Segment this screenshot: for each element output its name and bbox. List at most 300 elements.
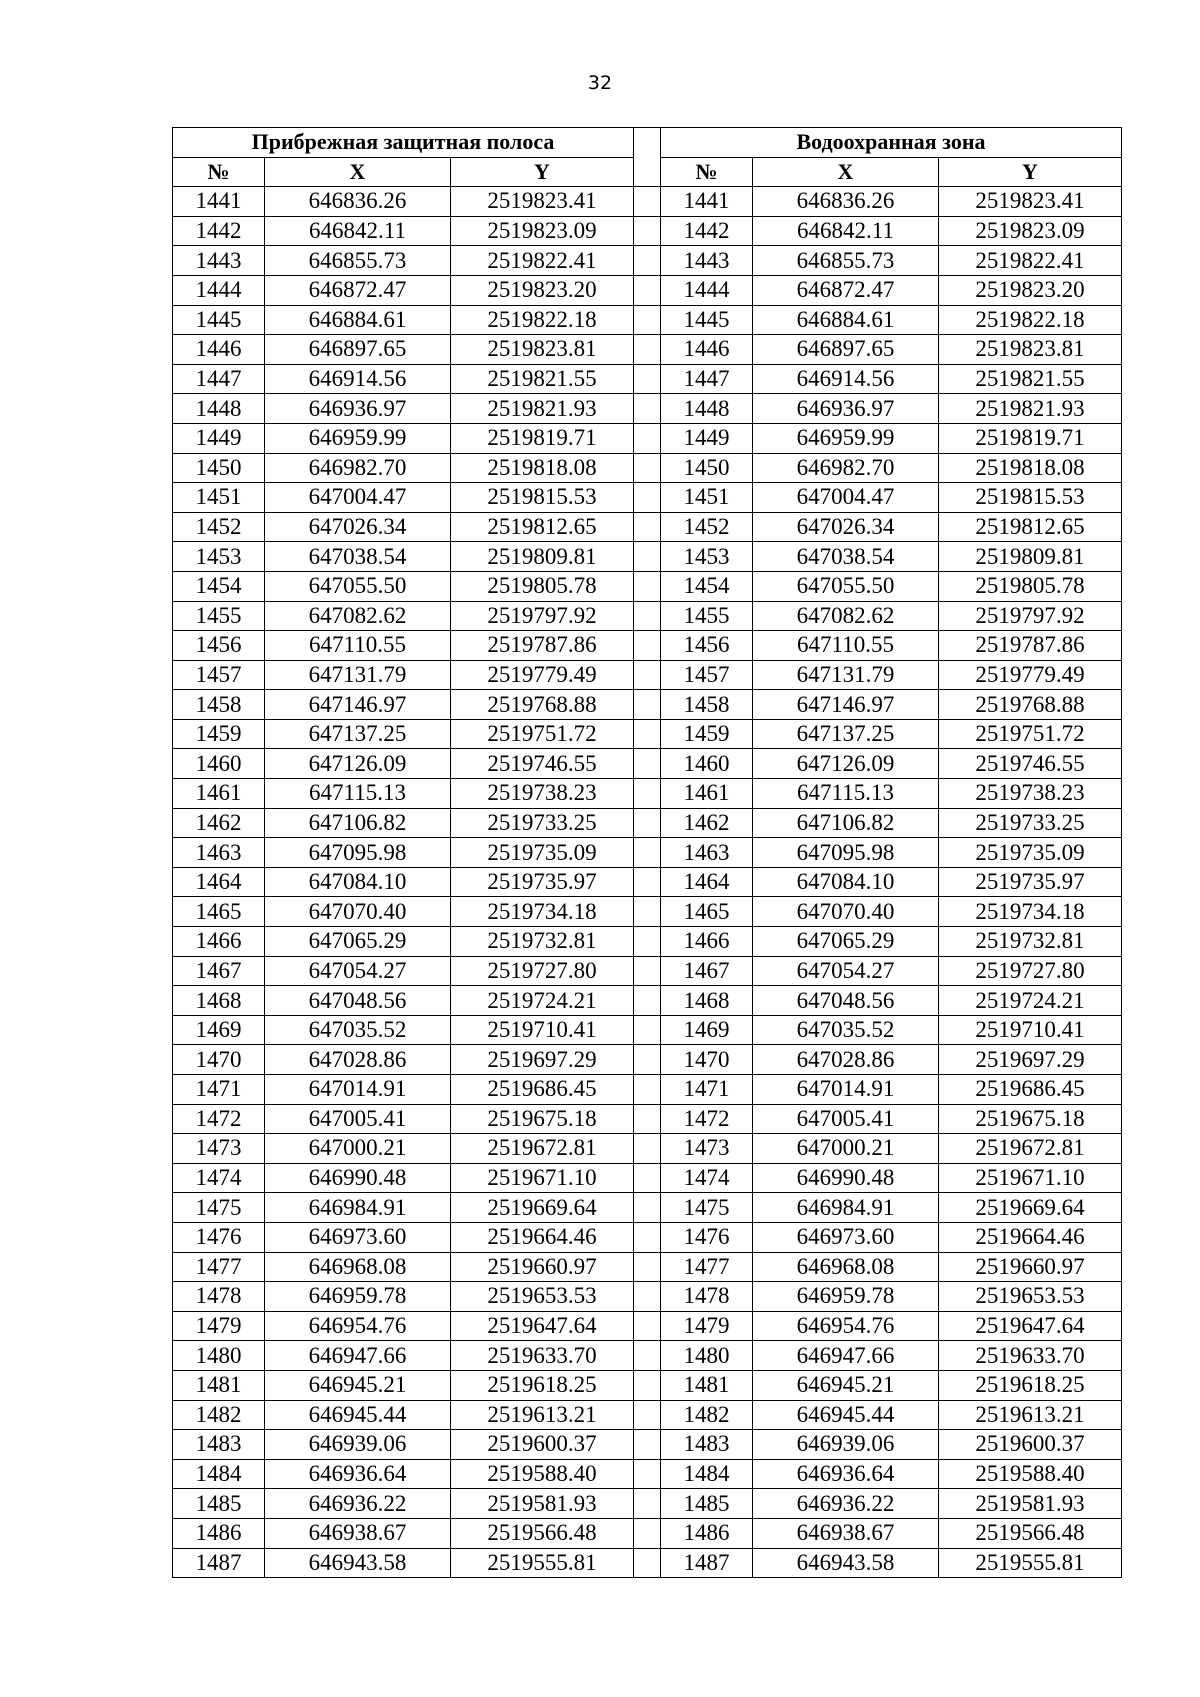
column-gap [634,1015,661,1045]
coord-x: 646984.91 [753,1193,939,1223]
coord-y: 2519732.81 [451,927,634,957]
coord-x: 646842.11 [265,216,451,246]
coord-y: 2519821.55 [939,364,1122,394]
point-number: 1460 [661,749,753,779]
point-number: 1463 [661,838,753,868]
coord-x: 647054.27 [265,956,451,986]
column-gap [634,1193,661,1223]
point-number: 1465 [661,897,753,927]
coord-x: 647000.21 [265,1134,451,1164]
coord-x: 646938.67 [265,1518,451,1548]
point-number: 1444 [661,275,753,305]
coord-y: 2519818.08 [939,453,1122,483]
coord-y: 2519735.09 [451,838,634,868]
point-number: 1462 [173,808,265,838]
coord-x: 647126.09 [265,749,451,779]
coord-x: 647137.25 [753,719,939,749]
coord-y: 2519732.81 [939,927,1122,957]
coord-x: 647038.54 [265,542,451,572]
column-gap [634,394,661,424]
coord-y: 2519581.93 [451,1489,634,1519]
coord-y: 2519555.81 [451,1548,634,1578]
coord-x: 646936.22 [265,1489,451,1519]
coord-y: 2519812.65 [939,512,1122,542]
table-row [173,423,1122,453]
coord-x: 646914.56 [265,364,451,394]
column-gap [634,779,661,809]
column-gap [634,690,661,720]
point-number: 1458 [661,690,753,720]
point-number: 1448 [173,394,265,424]
point-number: 1484 [173,1459,265,1489]
coord-y: 2519697.29 [939,1045,1122,1075]
coord-x: 647095.98 [753,838,939,868]
point-number: 1469 [173,1015,265,1045]
coord-x: 646945.44 [265,1400,451,1430]
column-gap [634,808,661,838]
coord-x: 647082.62 [265,601,451,631]
coord-x: 646959.78 [753,1282,939,1312]
point-number: 1445 [173,305,265,335]
coord-y: 2519618.25 [451,1370,634,1400]
point-number: 1452 [173,512,265,542]
coord-x: 646973.60 [265,1222,451,1252]
column-gap [634,1430,661,1460]
point-number: 1487 [173,1548,265,1578]
coord-y: 2519633.70 [939,1341,1122,1371]
column-gap [634,1045,661,1075]
point-number: 1482 [661,1400,753,1430]
point-number: 1484 [661,1459,753,1489]
coord-y: 2519664.46 [939,1222,1122,1252]
coord-y: 2519823.81 [939,335,1122,365]
coord-y: 2519809.81 [939,542,1122,572]
coord-y: 2519697.29 [451,1045,634,1075]
coord-x: 646914.56 [753,364,939,394]
point-number: 1449 [661,423,753,453]
coord-y: 2519823.81 [451,335,634,365]
coord-x: 646984.91 [265,1193,451,1223]
column-gap [634,1459,661,1489]
coord-x: 646973.60 [753,1222,939,1252]
table-row [173,660,1122,690]
coord-y: 2519787.86 [451,631,634,661]
column-gap [634,1400,661,1430]
point-number: 1455 [173,601,265,631]
point-number: 1465 [173,897,265,927]
coord-x: 647065.29 [753,927,939,957]
column-gap [634,601,661,631]
point-number: 1470 [173,1045,265,1075]
coord-y: 2519812.65 [451,512,634,542]
coord-x: 647146.97 [265,690,451,720]
coord-y: 2519581.93 [939,1489,1122,1519]
column-gap [634,571,661,601]
coord-x: 646945.21 [753,1370,939,1400]
table-row [173,1134,1122,1164]
coord-y: 2519733.25 [451,808,634,838]
point-number: 1464 [173,867,265,897]
coord-y: 2519710.41 [939,1015,1122,1045]
coord-x: 647137.25 [265,719,451,749]
point-number: 1443 [661,246,753,276]
point-number: 1458 [173,690,265,720]
coord-x: 646943.58 [753,1548,939,1578]
coord-y: 2519823.09 [939,216,1122,246]
table-row [173,1045,1122,1075]
coord-x: 647026.34 [265,512,451,542]
coord-y: 2519735.97 [939,867,1122,897]
point-number: 1478 [173,1282,265,1312]
point-number: 1455 [661,601,753,631]
coord-x: 646982.70 [265,453,451,483]
coord-x: 646936.64 [265,1459,451,1489]
table-row [173,1163,1122,1193]
coord-y: 2519779.49 [451,660,634,690]
point-number: 1452 [661,512,753,542]
coord-x: 646968.08 [265,1252,451,1282]
coord-x: 647095.98 [265,838,451,868]
coord-x: 647110.55 [753,631,939,661]
coord-x: 647146.97 [753,690,939,720]
point-number: 1483 [173,1430,265,1460]
table-row [173,808,1122,838]
coord-y: 2519613.21 [451,1400,634,1430]
column-gap [634,1163,661,1193]
table-row [173,719,1122,749]
coord-x: 646968.08 [753,1252,939,1282]
column-gap [634,1104,661,1134]
point-number: 1453 [661,542,753,572]
column-gap [634,1075,661,1105]
coord-x: 647038.54 [753,542,939,572]
point-number: 1487 [661,1548,753,1578]
coord-x: 646939.06 [265,1430,451,1460]
coord-y: 2519660.97 [939,1252,1122,1282]
right-section-title: Водоохранная зона [661,128,1122,158]
coord-x: 647028.86 [265,1045,451,1075]
column-gap [634,542,661,572]
table-row [173,394,1122,424]
coord-x: 647026.34 [753,512,939,542]
column-gap [634,128,661,187]
point-number: 1453 [173,542,265,572]
coord-y: 2519555.81 [939,1548,1122,1578]
coord-x: 646954.76 [265,1311,451,1341]
coord-x: 647084.10 [265,867,451,897]
coord-y: 2519672.81 [939,1134,1122,1164]
coord-y: 2519819.71 [451,423,634,453]
coord-y: 2519738.23 [939,779,1122,809]
column-gap [634,897,661,927]
coord-x: 647070.40 [753,897,939,927]
column-gap [634,838,661,868]
coord-x: 647054.27 [753,956,939,986]
coord-y: 2519671.10 [939,1163,1122,1193]
coord-x: 646855.73 [265,246,451,276]
table-row [173,364,1122,394]
coord-x: 647055.50 [265,571,451,601]
section-title-row [173,128,1122,158]
coord-y: 2519653.53 [939,1282,1122,1312]
table-row [173,749,1122,779]
coord-y: 2519669.64 [939,1193,1122,1223]
right-col-num-header: № [661,157,753,187]
column-gap [634,335,661,365]
point-number: 1459 [173,719,265,749]
coord-x: 647082.62 [753,601,939,631]
point-number: 1449 [173,423,265,453]
coord-x: 646855.73 [753,246,939,276]
column-gap [634,275,661,305]
point-number: 1472 [173,1104,265,1134]
coord-y: 2519735.09 [939,838,1122,868]
table-row [173,1311,1122,1341]
coord-y: 2519672.81 [451,1134,634,1164]
coord-y: 2519797.92 [939,601,1122,631]
coord-y: 2519821.93 [451,394,634,424]
table-row [173,187,1122,217]
coord-y: 2519566.48 [939,1518,1122,1548]
point-number: 1474 [173,1163,265,1193]
point-number: 1479 [661,1311,753,1341]
point-number: 1474 [661,1163,753,1193]
coord-x: 646936.97 [265,394,451,424]
coord-x: 646954.76 [753,1311,939,1341]
column-gap [634,927,661,957]
coord-x: 647106.82 [753,808,939,838]
coordinates-body [173,187,1122,1578]
coord-x: 647070.40 [265,897,451,927]
coord-x: 646897.65 [265,335,451,365]
point-number: 1456 [661,631,753,661]
coord-x: 646982.70 [753,453,939,483]
column-gap [634,986,661,1016]
left-col-num-header: № [173,157,265,187]
table-row [173,1370,1122,1400]
point-number: 1463 [173,838,265,868]
right-col-x-header: X [753,157,939,187]
table-row [173,1548,1122,1578]
table-row [173,1015,1122,1045]
coord-x: 646897.65 [753,335,939,365]
column-gap [634,305,661,335]
table-row [173,1222,1122,1252]
coord-y: 2519727.80 [939,956,1122,986]
point-number: 1456 [173,631,265,661]
coord-x: 647048.56 [265,986,451,1016]
point-number: 1472 [661,1104,753,1134]
table-row [173,897,1122,927]
point-number: 1470 [661,1045,753,1075]
column-gap [634,483,661,513]
coord-x: 647000.21 [753,1134,939,1164]
coord-y: 2519822.18 [939,305,1122,335]
point-number: 1460 [173,749,265,779]
point-number: 1481 [173,1370,265,1400]
point-number: 1469 [661,1015,753,1045]
table-row [173,779,1122,809]
column-gap [634,216,661,246]
point-number: 1467 [661,956,753,986]
point-number: 1482 [173,1400,265,1430]
column-gap [634,749,661,779]
coord-x: 647035.52 [753,1015,939,1045]
coord-y: 2519647.64 [939,1311,1122,1341]
coord-x: 647084.10 [753,867,939,897]
point-number: 1464 [661,867,753,897]
point-number: 1476 [173,1222,265,1252]
coord-y: 2519751.72 [939,719,1122,749]
coord-x: 646936.97 [753,394,939,424]
point-number: 1486 [661,1518,753,1548]
coord-x: 647110.55 [265,631,451,661]
coord-y: 2519618.25 [939,1370,1122,1400]
coord-y: 2519779.49 [939,660,1122,690]
point-number: 1466 [173,927,265,957]
coord-y: 2519815.53 [451,483,634,513]
point-number: 1486 [173,1518,265,1548]
table-row [173,1400,1122,1430]
point-number: 1477 [661,1252,753,1282]
coord-y: 2519710.41 [451,1015,634,1045]
table-row [173,246,1122,276]
point-number: 1457 [661,660,753,690]
coord-x: 646943.58 [265,1548,451,1578]
point-number: 1446 [661,335,753,365]
point-number: 1479 [173,1311,265,1341]
column-gap [634,956,661,986]
coord-x: 647005.41 [753,1104,939,1134]
coord-x: 646872.47 [753,275,939,305]
left-col-y-header: Y [451,157,634,187]
coord-y: 2519823.09 [451,216,634,246]
table-row [173,1341,1122,1371]
coord-x: 647048.56 [753,986,939,1016]
table-row [173,335,1122,365]
coord-y: 2519809.81 [451,542,634,572]
point-number: 1473 [661,1134,753,1164]
column-gap [634,453,661,483]
table-row [173,601,1122,631]
coord-x: 646938.67 [753,1518,939,1548]
coord-x: 646959.99 [265,423,451,453]
coord-y: 2519787.86 [939,631,1122,661]
coord-y: 2519669.64 [451,1193,634,1223]
table-row [173,542,1122,572]
table-row [173,571,1122,601]
coord-y: 2519588.40 [939,1459,1122,1489]
coord-y: 2519822.41 [939,246,1122,276]
coord-y: 2519686.45 [451,1075,634,1105]
table-row [173,216,1122,246]
table-row [173,1193,1122,1223]
point-number: 1450 [173,453,265,483]
table-row [173,1252,1122,1282]
coord-x: 647115.13 [265,779,451,809]
column-gap [634,719,661,749]
coord-y: 2519805.78 [451,571,634,601]
coord-x: 647014.91 [753,1075,939,1105]
coord-y: 2519734.18 [939,897,1122,927]
point-number: 1481 [661,1370,753,1400]
point-number: 1475 [661,1193,753,1223]
coord-y: 2519819.71 [939,423,1122,453]
column-gap [634,187,661,217]
point-number: 1468 [173,986,265,1016]
table-row [173,956,1122,986]
column-gap [634,1489,661,1519]
coord-y: 2519660.97 [451,1252,634,1282]
coord-y: 2519746.55 [939,749,1122,779]
coord-x: 646936.64 [753,1459,939,1489]
table-row [173,1104,1122,1134]
coord-y: 2519823.41 [451,187,634,217]
column-gap [634,246,661,276]
coord-x: 647126.09 [753,749,939,779]
table-row [173,1489,1122,1519]
table-row [173,453,1122,483]
coord-y: 2519733.25 [939,808,1122,838]
coord-x: 646939.06 [753,1430,939,1460]
coord-x: 646990.48 [753,1163,939,1193]
coord-x: 646884.61 [753,305,939,335]
coord-x: 646936.22 [753,1489,939,1519]
table-row [173,1282,1122,1312]
coordinates-table [172,127,1122,1578]
coord-x: 646947.66 [265,1341,451,1371]
table-row [173,867,1122,897]
point-number: 1476 [661,1222,753,1252]
coord-y: 2519647.64 [451,1311,634,1341]
coord-x: 647055.50 [753,571,939,601]
point-number: 1448 [661,394,753,424]
coord-x: 646945.44 [753,1400,939,1430]
coord-x: 647014.91 [265,1075,451,1105]
point-number: 1477 [173,1252,265,1282]
table-row [173,1430,1122,1460]
table-row [173,483,1122,513]
point-number: 1461 [661,779,753,809]
point-number: 1441 [173,187,265,217]
point-number: 1461 [173,779,265,809]
point-number: 1459 [661,719,753,749]
point-number: 1466 [661,927,753,957]
coord-x: 646872.47 [265,275,451,305]
column-gap [634,364,661,394]
coord-y: 2519735.97 [451,867,634,897]
point-number: 1480 [661,1341,753,1371]
coord-x: 646947.66 [753,1341,939,1371]
coord-y: 2519675.18 [451,1104,634,1134]
coord-y: 2519823.20 [939,275,1122,305]
table-row [173,275,1122,305]
table-row [173,1518,1122,1548]
coord-x: 647115.13 [753,779,939,809]
coord-x: 647005.41 [265,1104,451,1134]
coord-y: 2519724.21 [451,986,634,1016]
coord-x: 646836.26 [265,187,451,217]
point-number: 1451 [661,483,753,513]
coord-y: 2519821.55 [451,364,634,394]
coord-y: 2519664.46 [451,1222,634,1252]
column-gap [634,423,661,453]
coord-y: 2519797.92 [451,601,634,631]
point-number: 1457 [173,660,265,690]
point-number: 1480 [173,1341,265,1371]
point-number: 1454 [661,571,753,601]
coord-x: 647035.52 [265,1015,451,1045]
